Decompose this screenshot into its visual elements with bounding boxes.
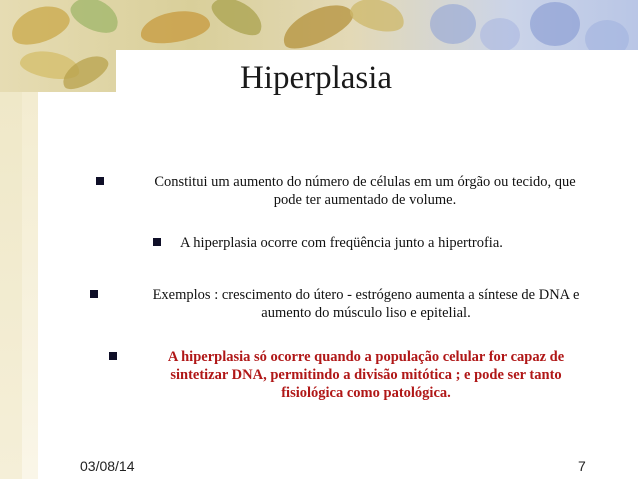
bullet-1-line-1: Constitui um aumento do número de células em um órgão ou tecido, que (154, 174, 576, 190)
left-decorative-strip-inner (22, 92, 38, 479)
flower-decoration (530, 2, 580, 46)
bullet-square-icon (109, 352, 117, 360)
left-decorative-strip (0, 92, 22, 479)
slide-title: Hiperplasia (239, 60, 393, 96)
bullet-3-line-1: Exemplos : crescimento do útero - estrógeno aumenta a síntese de DNA e (152, 287, 580, 303)
footer-date: 03/08/14 (80, 458, 135, 474)
bullet-square-icon (90, 290, 98, 298)
flower-decoration (480, 18, 520, 52)
bullet-1-line-2: pode ter aumentado de volume. (273, 192, 457, 208)
bullet-4-line-3: fisiológica como patológica. (281, 385, 451, 401)
slide-number: 7 (578, 458, 586, 474)
bullet-4-line-2: sintetizar DNA, permitindo a divisão mitótica ; e pode ser tanto (170, 367, 562, 383)
flower-decoration (430, 4, 476, 44)
bullet-3-line-2: aumento do músculo liso e epitelial. (261, 305, 471, 321)
bullet-2-line-1: A hiperplasia ocorre com freqüência junto a hipertrofia. (180, 235, 503, 251)
bullet-square-icon (96, 177, 104, 185)
bullet-4-line-1: A hiperplasia só ocorre quando a população celular for capaz de (167, 349, 565, 365)
bullet-square-icon (153, 238, 161, 246)
